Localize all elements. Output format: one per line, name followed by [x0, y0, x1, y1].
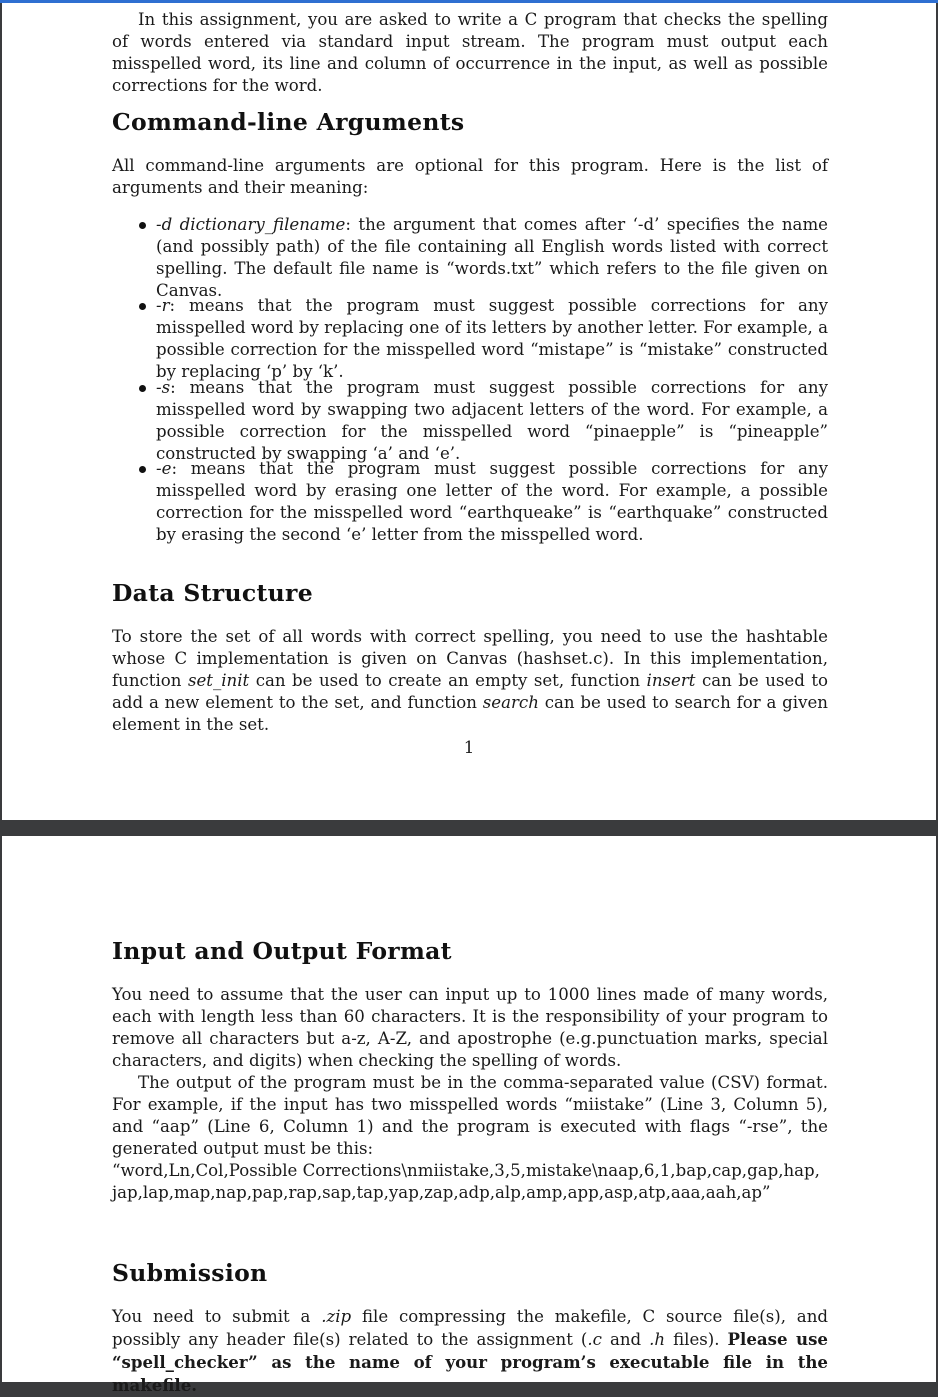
arg-item-d: [156, 214, 828, 302]
arg-description: : means that the program must suggest possible corrections for any misspelled word by erasing one letter of the word. For example, a possible correction for the misspelled word “earthqueake” is “earthquake” constructed by erasing the second ‘e’ letter from the misspelled word.: [156, 459, 828, 544]
sub-text: file compressing the makefile, C source file(s), and possibly any header file(s) related to the assignment (: [112, 1307, 828, 1349]
io-output-example-line-1: “word,Ln,Col,Possible Corrections\nmiistake,3,5,mistake\naap,6,1,bap,cap,gap,hap,: [112, 1161, 820, 1180]
bullet-dot: [139, 466, 146, 473]
page-number: 1: [463, 738, 475, 757]
ds-function-set-init: set_init: [187, 671, 250, 690]
ds-text: can be used to add a new element to the set, and function: [112, 671, 828, 712]
bullet-dot: [139, 385, 146, 392]
ds-text: can be used to create an empty set, function: [249, 671, 647, 690]
io-output-example-line-2: jap,lap,map,nap,pap,rap,sap,tap,yap,zap,adp,alp,amp,app,asp,atp,aaa,aah,ap”: [112, 1183, 771, 1202]
heading-input-output-format: Input and Output Format: [112, 937, 452, 965]
arg-description: : means that the program must suggest possible corrections for any misspelled word by replacing one of its letters by another letter. For example, a possible correction for the misspelled word “mistape” is “mistake” constructed by replacing ‘p’ by ‘k’.: [156, 296, 828, 381]
heading-data-structure: Data Structure: [112, 579, 313, 607]
arg-description: : means that the program must suggest possible corrections for any misspelled word by swapping two adjacent letters of the word. For example, a possible correction for the misspelled word “pinaepple” is “pineapple” constructed by swapping ‘a’ and ‘e’.: [156, 378, 828, 463]
ds-function-search: search: [482, 693, 539, 712]
arg-item-r: [156, 295, 828, 383]
document-page-2: [2, 836, 936, 1395]
submission-paragraph: [112, 1306, 828, 1397]
sub-text: files).: [665, 1330, 728, 1349]
intro-paragraph: In this assignment, you are asked to write a C program that checks the spelling of words entered via standard input stream. The program must output each misspelled word, its line and column of occurrence in the input, as well as possible corrections for the word.: [112, 10, 828, 95]
arg-item-s: [156, 377, 828, 465]
ds-text: To store the set of all words with correct spelling, you need to use the hashtable whose C implementation is given on Canvas (hashset.c). In this implementation, function: [112, 627, 828, 690]
arg-flag: -s: [156, 378, 171, 397]
heading-command-line-arguments: Command-line Arguments: [112, 108, 465, 136]
sub-ext-h: .h: [649, 1330, 666, 1349]
bullet-dot: [139, 303, 146, 310]
data-structure-paragraph: [112, 626, 828, 736]
io-paragraph-1: You need to assume that the user can input up to 1000 lines made of many words, each with length less than 60 characters. It is the responsibility of your program to remove all characters but a-z, A-Z, and apostrophe (e.g.punctuation marks, special characters, and digits) when checking the spelling of words.: [112, 985, 828, 1070]
arg-flag: -r: [156, 296, 170, 315]
arg-description: : the argument that comes after ‘-d’ specifies the name (and possibly path) of the file containing all English words listed with correct spelling. The default file name is “words.txt” which refers to the file given on Canvas.: [156, 215, 828, 300]
ds-function-insert: insert: [646, 671, 696, 690]
sub-text: You need to submit a: [112, 1307, 322, 1326]
sub-ext-c: .c: [587, 1330, 602, 1349]
io-paragraph-2: The output of the program must be in the comma-separated value (CSV) format. For example, if the input has two misspelled words “miistake” (Line 3, Column 5), and “aap” (Line 6, Column 1) and the program is executed with flags “-rse”, the generated output must be this:: [112, 1073, 828, 1158]
arg-item-e: [156, 458, 828, 546]
cmd-intro-paragraph: All command-line arguments are optional for this program. Here is the list of arguments and their meaning:: [112, 156, 828, 197]
document-page-1: [2, 3, 936, 820]
arg-flag: -d dictionary_filename: [156, 215, 346, 234]
sub-text: and: [601, 1330, 650, 1349]
ds-text: can be used to search for a given element in the set.: [112, 693, 828, 734]
heading-submission: Submission: [112, 1259, 268, 1287]
sub-ext-zip: .zip: [321, 1307, 352, 1326]
sub-bold-instruction: Please use “spell_checker” as the name of your program’s executable file in the makefile.: [112, 1329, 828, 1395]
arg-flag: -e: [156, 459, 172, 478]
bullet-dot: [139, 222, 146, 229]
